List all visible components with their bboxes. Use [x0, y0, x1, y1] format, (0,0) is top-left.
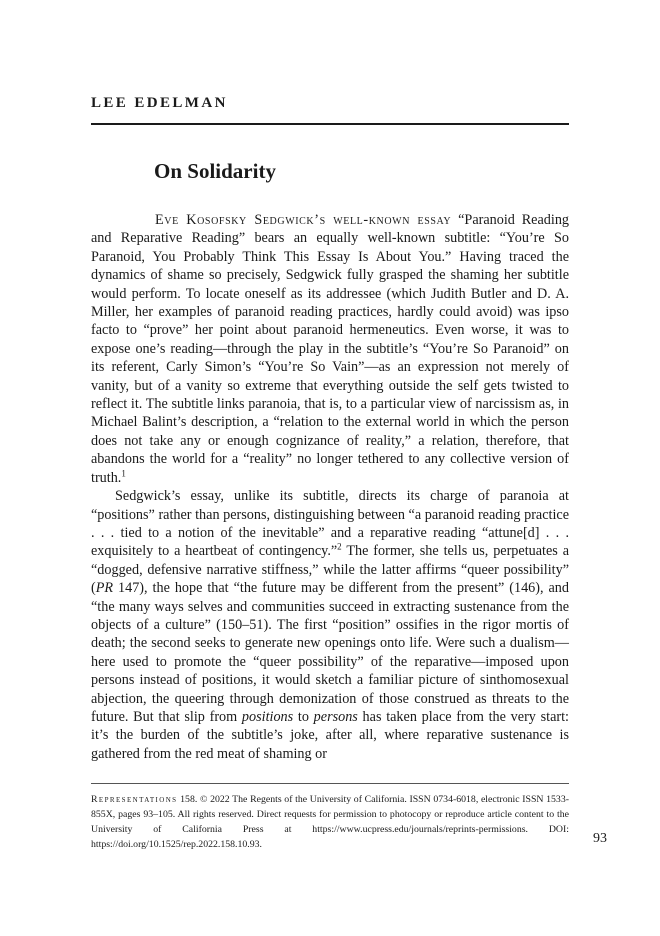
footnote-text: 158. © 2022 The Regents of the University of California. ISSN 0734-6018, electronic ISSN 1533-855X, pages 93–105. All rights reserved. Direct requests for permission to photocopy or reproduce article content to the University of California Press at https://www.ucpress.edu/journals/reprints-permissions. DOI: https://doi.org/10.1525/rep.2022.158.10.93.	[91, 794, 569, 850]
paragraph-1	[91, 211, 569, 487]
paragraph-2-text-5: has taken place from the very start: it’s the burden of the subtitle’s joke, after all, where reparative sustenance is gathered from the red meat of shaming or	[91, 708, 569, 762]
copyright-footnote	[91, 792, 569, 852]
emphasis-positions: positions	[241, 708, 294, 725]
running-head-author: LEE EDELMAN	[91, 95, 228, 111]
header-rule	[91, 123, 569, 125]
emphasis-persons: persons	[313, 708, 358, 725]
journal-name: Representations	[91, 794, 178, 805]
page-number: 93	[593, 831, 607, 846]
article-title: On Solidarity	[154, 159, 276, 183]
paragraph-2-text-4: to	[293, 708, 314, 725]
paragraph-2-text-2: The former, she tells us, perpetuates a “dogged, defensive narrative stiffness,” while the latter affirms “queer possibility” (	[91, 543, 569, 597]
article-body	[91, 211, 569, 763]
citation-pr: PR	[95, 580, 114, 597]
paragraph-2-text-1: Sedgwick’s essay, unlike its subtitle, directs its charge of paranoia at “positions” rather than persons, distinguishing between “a paranoid reading practice . . . tied to a notion of the inevitable” and a reparative reading “attune[d] . . . exquisitely to a heartbeat of contingency.”	[91, 488, 569, 560]
paragraph-2-text-3: 147), the hope that “the future may be different from the present” (146), and “the many ways selves and communities succeed in extracting sustenance from the objects of a culture” (150–51). The first “position” ossifies in the rigor mortis of death; the second seeks to generate new openings onto life. Were such a dualism—here used to promote the “queer possibility” of the reparative—imposed upon persons instead of positions, it would sketch a familiar picture of sinthomosexual abjection, the queering through demonization of those construed as threats to the future. But that slip from	[91, 580, 569, 725]
footnote-ref-2: 2	[337, 541, 342, 552]
paragraph-2	[91, 487, 569, 763]
paragraph-1-text: “Paranoid Reading and Reparative Reading” bears an equally well-known subtitle: “You’re So Paranoid, You Probably Think This Essay Is About You.” Having traced the dynamics of shame so precisely, Sedgwick fully grasped the shaming her subtitle would perform. To locate oneself as its addressee (which Judith Butler and D. A. Miller, her examples of paranoid reading practices, hardly could avoid) was ipso facto to “prove” her point about paranoid hermeneutics. Even worse, it was to expose one’s reading—through the play in the subtitle’s “You’re So Paranoid” on its referent, Carly Simon’s “You’re So Vain”—as an expression not merely of vanity, but of a vanity so extreme that everything outside the self gets twisted to reflect it. The subtitle links paranoia, that is, to a particular view of narcissism as, in Michael Balint’s description, a “relation to the external world in which the person does not take any or enough cognizance of reality,” a relation, therefore, that abandons the world for a “reality” no longer tethered to any collective version of truth.	[91, 212, 570, 486]
footnote-ref-1: 1	[121, 467, 126, 478]
lead-in-small-caps: Eve Kosofsky Sedgwick’s well-known essay	[155, 212, 452, 228]
footnote-rule	[91, 783, 569, 784]
